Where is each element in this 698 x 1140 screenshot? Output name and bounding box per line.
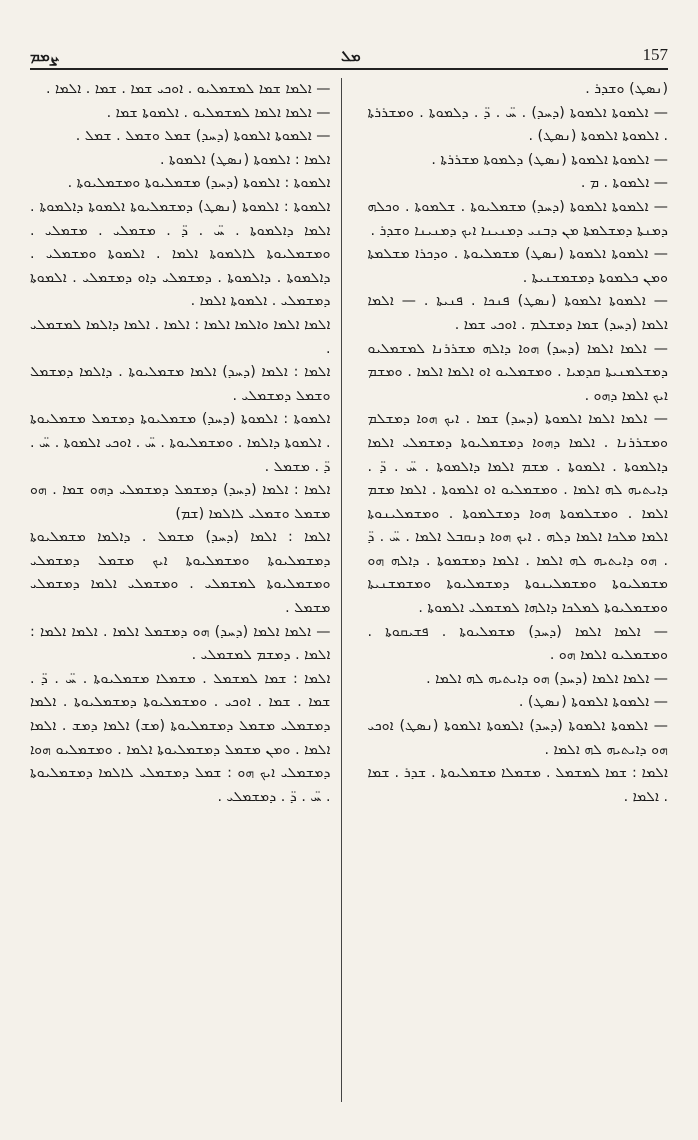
entry: — ܐܠܡܘܬܐ ܐܠܡܘܬܐ (ܕܚܕ) ܡܫܡܠܝܘܬܐ . ܫܠܡܘܬܐ . ܘܟܠܗ ܕܡܢܬܐ ܕܡܫܠܡܬܐ ܡܢ ܕܒܢܝ ܕܡܢܝܢܐ ܐܝܟ ܕܡܢܝܢܐ ܘܫܕܪ . — [367, 198, 668, 239]
right-column — [362, 78, 669, 1102]
entry: — ܐܠܡܘܬܐ . ܡ . — [580, 175, 668, 192]
entry: — ܐܠܡܐ ܫܡܐ ܠܡܫܡܠܝܘ . ܐܘܟܝ ܫܡܐ . ܫܡܐ . ܐܠܡܐ . — [45, 81, 331, 97]
entry: ܐܠܡܐ : ܐܠܡܘܬܐ (ܢܣܛ) ܐܠܡܘܬܐ . — [159, 151, 331, 168]
entry: — ܐܠܡܘܬܐ ܐܠܡܘܬܐ (ܕܚܕ) ܐܠܡܘܬܐ ܐܠܡܘܬܐ (ܢܣܛ) ܐܘܟܝ ܗܘ ܕܐܝܬܝܗ ܠܗ ܐܠܡܐ . — [367, 718, 668, 758]
entry: — ܐܠܡܐ ܐܠܡܐ ܠܡܫܡܠܝܘ . ܐܠܡܘܬܐ ܫܡܐ . — [106, 104, 331, 121]
entry: ܐܠܡܐ ܐܠܡܐ ܘܐܠܡܐ ܐܠܡܐ : ܐܠܡܐ . ܐܠܡܐ ܕܐܠܡܐ ܠܡܫܡܠܝ . — [30, 316, 331, 357]
entry: ܐܠܡܐ : ܐܠܡܐ (ܕܚܕ) ܡܫܡܠ . ܕܐܠܡܐ ܡܫܡܠܝܘܬܐ ܕܡܫܡܠܝܘܬܐ ܘܡܫܡܠܝܘܬܐ ܐܝܟ ܡܫܡܠ ܕܡܫܡܠܝ ܘܡܫܡܠܝܘܬܐ ܠܡܫܡܠܝ . ܘܡܫܡܠܝ ܐܠܡܐ ܕܡܫܡܠܝ ܡܫܡܠ . — [30, 529, 331, 617]
entry: ܐܠܡܐ : ܐܠܡܐ (ܕܚܕ) ܐܠܡܐ ܡܫܡܠܝܘܬܐ . ܕܐܠܡܐ ܕܡܫܡܠ ܘܫܡܠ ܕܡܫܡܠܝ . — [30, 364, 331, 404]
entry: — ܐܠܡܘܬܐ ܐܠܡܘܬܐ (ܢܣܛ) ܡܫܡܠܝܘܬܐ . ܘܕܟܪܐ ܡܫܠܡܬܐ ܘܡܢ ܟܠܡܘܬܐ ܕܡܫܡܫܢܝܬܐ . — [367, 246, 668, 286]
running-head-left: ܨܡܡ — [30, 47, 60, 65]
entry: — ܐܠܡܐ ܐܠܡܐ (ܕܚܕ) ܗܘ ܕܐܝܬܝܗ ܠܗ ܐܠܡܐ . — [426, 670, 668, 687]
entry: — ܐܠܡܘܬܐ ܐܠܡܘܬܐ (ܢܣܛ) ܦܢܟܐ . ܦܢܝܬܐ . — ܐܠܡܐ ܐܠܡܐ (ܕܚܕ) ܫܡܐ ܕܡܫܠܡ . ܐܘܟܝ ܫܡܐ . — [367, 293, 668, 333]
left-column — [30, 78, 342, 1102]
entry: — ܐܠܡܐ ܐܠܡܐ (ܕܚܕ) ܗܘ ܕܡܫܡܠ ܐܠܡܐ . ܐܠܡܐ ܐܠܡܐ : ܐܠܡܐ . ܕܡܫܡ ܠܡܫܡܠܝ . — [30, 623, 331, 664]
entry: (ܢܣܛ) ܘܫܕܪ . — [585, 81, 668, 97]
running-head-center: ܡܠ — [341, 47, 361, 65]
entry: — ܐܠܡܘܬܐ ܐܠܡܘܬܐ (ܢܣܛ) . — [518, 694, 668, 711]
page-header — [30, 38, 668, 70]
entry: — ܐܠܡܐ ܐܠܡܐ ܐܠܡܘܬܐ (ܕܚܕ) ܫܡܐ . ܐܝܟ ܗܘܐ ܕܡܫܠܡ ܘܡܫܪܪܢܐ . ܐܠܡܐ ܕܗܘܐ ܕܡܫܡܠܝܘܬܐ ܕܡܫܡܠܝ ܐܠܡܐ ܕܐܠܡܘܬܐ . ܐܠܡܘܬܐ . ܡܫܡ ܐܠܡܐ ܕܐܠܡܘܬܐ . ܚ̈ . ܕ̈ . ܕܐܝܬܝܗ ܠܗ ܐܠܡܐ . ܘܡܫܡܠܝܘ ܐܘ ܐܠܡܘܬܐ . ܐܠܡܐ ܡܫܡ ܐܠܡܐ . ܘܡܫܠܡܘܬܐ ܗܘܐ ܕܡܫܠܡܘܬܐ . ܘܡܫܡܠܝܢܘܬܐ ܐܠܡܐ ܡܠܟܐ ܐܠܡܐ ܕܠܗ . ܐܝܟ ܗܘܐ ܕܢܩܒܠ ܐܠܡܐ . ܚ̈ . ܕ̈ . ܗܘ ܕܐܝܬܝܗ ܠܗ ܐܠܡܐ . ܐܠܡܐ ܕܡܫܡܘܬܐ . ܕܐܠܗ ܗܘ ܡܫܡܠܝܘܬܐ ܘܡܫܡܠܝܢܘܬܐ ܕܡܫܡܠܝܘܬܐ ܘܡܫܡܫܢܝܬܐ ܘܡܫܡܠܝܘܬܐ ܠܡܠܟܐ ܕܐܠܗܐ ܠܡܫܡܠܝ ܐܠܡܘܬܐ . — [367, 411, 668, 617]
entry: ܐܠܡܘܬܐ : ܐܠܡܘܬܐ (ܕܚܕ) ܡܫܡܠܝܘܬܐ ܕܡܫܡܠ ܡܫܡܠܝܘܬܐ . ܐܠܡܘܬܐ ܕܐܠܡܐ . ܘܡܫܡܠܝܘܬܐ . ܚ̈ . ܐܘܟܝ ܐܠܡܘܬܐ . ܚ̈ . ܕ̈ . ܡܫܡܠ . — [30, 411, 331, 475]
entry: — ܐܠܡܘܬܐ ܐܠܡܘܬܐ (ܕܚܕ) . ܚ̈ . ܕ̈ . ܕܠܡܘܬܐ . ܘܡܫܪܪܬܐ . ܐܠܡܘܬܐ ܐܠܡܘܬܐ (ܢܣܛ) . — [367, 104, 668, 145]
entry: — ܐܠܡܐ ܐܠܡܐ (ܕܚܕ) ܗܘܐ ܕܐܠܗ ܡܫܪܪܢܐ ܠܡܫܡܠܝܘ ܕܡܫܠܡܢܝܬܐ ܩܕܡܝܐ . ܘܡܫܡܠܝܘ ܐܘ ܐܠܡܐ ܐܠܡܐ . ܘܡܫܡ ܐܝܟ ܐܠܡܐ ܕܗܘ . — [367, 340, 668, 404]
entry: ܐܠܡܐ : ܫܡܐ ܠܡܫܡܠ . ܡܫܡܠܐ ܡܫܡܠܝܘܬܐ . ܫܕܪ . ܫܡܐ . ܐܠܡܐ . — [367, 765, 668, 805]
entry: ܐܠܡܐ : ܫܡܐ ܠܡܫܡܠ . ܡܫܡܠܐ ܡܫܡܠܝܘܬܐ . ܚ̈ . ܕ̈ . ܫܡܐ . ܫܡܐ . ܐܘܟܝ . ܘܡܫܡܠܝܘܬܐ ܕܡܫܡܠܝܘܬܐ . ܐܠܡܐ ܕܡܫܡܠܝ ܡܫܡܠ ܕܡܫܡܠܝܘܬܐ (ܡܫ) ܐܠܡܐ ܕܡܫ . ܐܠܡܐ ܐܠܡܐ . ܘܡܢ ܡܫܡܠ ܕܡܫܡܠܝܘܬܐ ܐܠܡܐ . ܘܡܫܡܠܝܘ ܗܘܐ ܕܡܫܡܠܝ ܐܝܟ ܗܘ : ܫܡܠ ܕܡܫܡܠܝ ܠܐܠܡܐ ܕܡܫܡܠܝܘܬܐ . ܚ̈ . ܕ̈ . ܕܡܫܡܠܝ . — [30, 670, 331, 805]
entry: — ܐܠܡܘܬܐ ܐܠܡܘܬܐ (ܢܣܛ) ܕܠܡܘܬܐ ܡܫܪܪܬܐ . — [431, 151, 668, 168]
two-column-body — [30, 78, 668, 1102]
entry: ܐܠܡܘܬܐ : ܐܠܡܘܬܐ (ܕܚܕ) ܡܫܡܠܝܘܬܐ ܘܡܫܡܠܝܘܬܐ . — [67, 175, 331, 192]
entry: — ܐܠܡܘܬܐ ܐܠܡܘܬܐ (ܕܚܕ) ܫܡܠ ܘܫܡܠ . ܫܡܠ . — [75, 128, 331, 145]
entry: ܐܠܡܐ : ܐܠܡܐ (ܕܚܕ) ܕܡܫܡܠ ܕܡܫܡܠܝ ܕܗܘ ܫܡܐ . ܗܘ ܡܫܡܠ ܘܫܡܠܝ ܠܐܠܡܐ (ܫܡ) — [30, 482, 331, 522]
page-number: 157 — [642, 45, 668, 64]
entry: — ܐܠܡܐ ܐܠܡܐ (ܕܚܕ) ܡܫܡܠܝܘܬܐ . ܦܫܝܩܘܬܐ . ܘܡܫܡܠܝܘ ܐܠܡܐ ܗܘ . — [367, 623, 668, 664]
entry: ܐܠܡܘܬܐ : ܐܠܡܘܬܐ (ܢܣܛ) ܕܡܫܡܠܝܘܬܐ ܐܠܡܘܬܐ ܕܐܠܡܘܬܐ . ܐܠܡܐ ܕܐܠܡܘܬܐ . ܚ̈ . ܕ̈ . ܡܫܡܠܝ . ܡܫܡܠܝ . ܘܡܫܡܠܝܘܬܐ ܠܐܠܡܘܬܐ ܐܠܡܐ . ܐܠܡܘܬܐ ܘܡܫܡܠܝ . ܕܐܠܡܘܬܐ . ܕܐܠܡܘܬܐ . ܕܡܫܡܠܝ ܕܐܘ ܕܡܫܡܠܝ . ܐܠܡܘܬܐ ܕܡܫܡܠܝ . ܐܠܡܘܬܐ ܐܠܡܐ . — [30, 198, 331, 310]
